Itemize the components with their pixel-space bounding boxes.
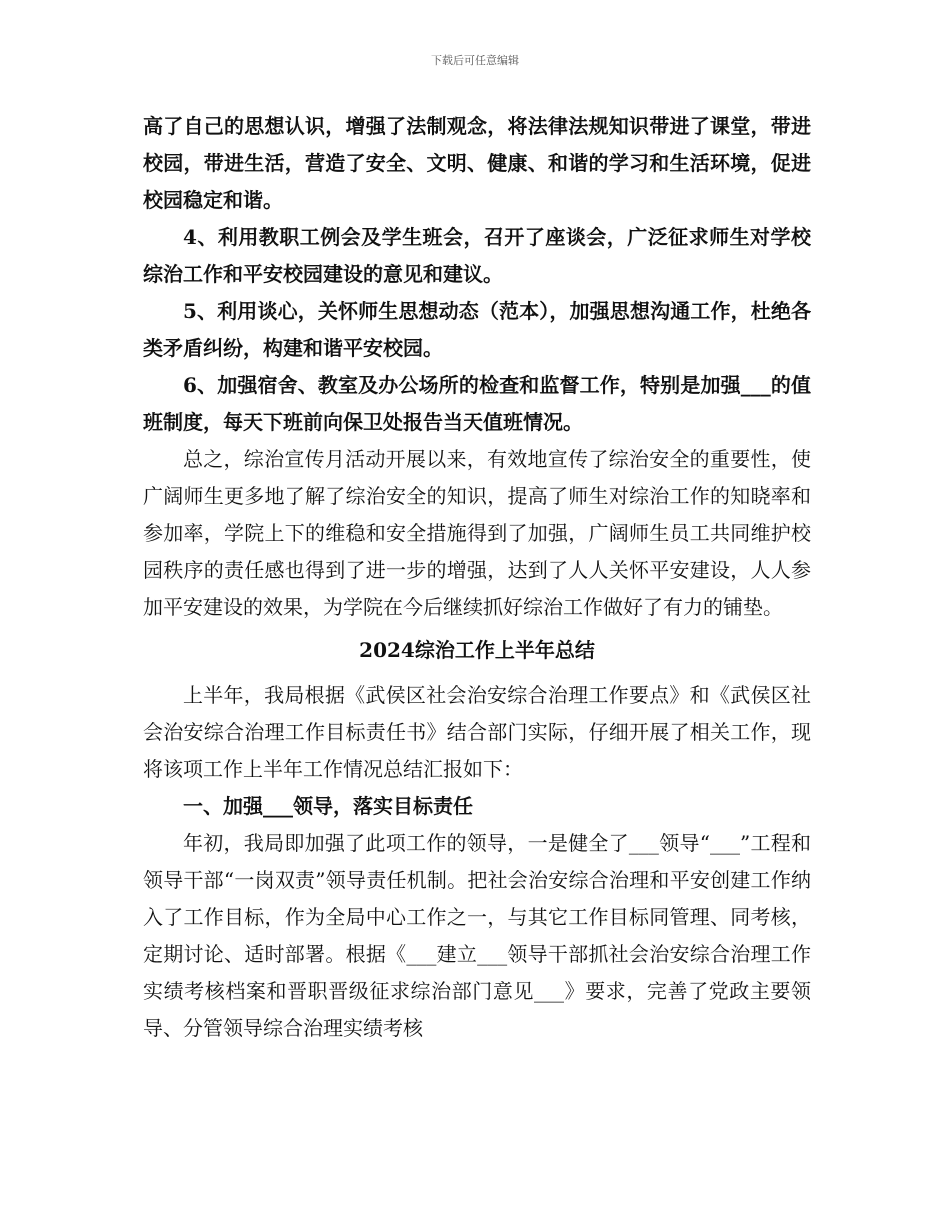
paragraph-section-body: 年初，我局即加强了此项工作的领导，一是健全了___领导“___”工程和领导干部“一岗双责”领导责任机制。把社会治安综合治理和平安创建工作纳入了工作目标，作为全局中心工作之一，与其它工作目标同管理、同考核，定期讨论、适时部署。根据《___建立___领导干部抓社会治安综合治理工作实绩考核档案和晋职晋级征求综治部门意见___》要求，完善了党政主要领导、分管领导综合治理实绩考核: [143, 831, 811, 1040]
paragraph-intro-continued: 高了自己的思想认识，增强了法制观念，将法律法规知识带进了课堂，带进校园，带进生活，营造了安全、文明、健康、和谐的学习和生活环境，促进校园稳定和谐。: [143, 114, 811, 212]
paragraph-item-6: 6、加强宿舍、教室及办公场所的检查和监督工作，特别是加强___的值班制度，每天下班前向保卫处报告当天值班情况。: [143, 373, 811, 434]
paragraph-item-4: 4、利用教职工例会及学生班会，召开了座谈会，广泛征求师生对学校综治工作和平安校园建设的意见和建议。: [143, 225, 811, 286]
subheading-1: 一、加强___领导，落实目标责任: [183, 794, 473, 818]
page-header: 下载后可任意编辑: [431, 54, 519, 67]
paragraph-section-intro: 上半年，我局根据《武侯区社会治安综合治理工作要点》和《武侯区社会治安综合治理工作目标责任书》结合部门实际，仔细开展了相关工作，现将该项工作上半年工作情况总结汇报如下：: [143, 683, 811, 781]
paragraph-item-5: 5、利用谈心，关怀师生思想动态（范本），加强思想沟通工作，杜绝各类矛盾纠纷，构建和谐平安校园。: [143, 299, 811, 360]
section-title: 2024综治工作上半年总结: [359, 638, 595, 662]
document-body: [143, 108, 811, 1047]
paragraph-summary: 总之，综治宣传月活动开展以来，有效地宣传了综治安全的重要性，使广阔师生更多地了解了综治安全的知识，提高了师生对综治工作的知晓率和参加率，学院上下的维稳和安全措施得到了加强，广阔师生员工共同维护校园秩序的责任感也得到了进一步的增强，达到了人人关怀平安建设，人人参加平安建设的效果，为学院在今后继续抓好综治工作做好了有力的铺垫。: [143, 447, 811, 619]
